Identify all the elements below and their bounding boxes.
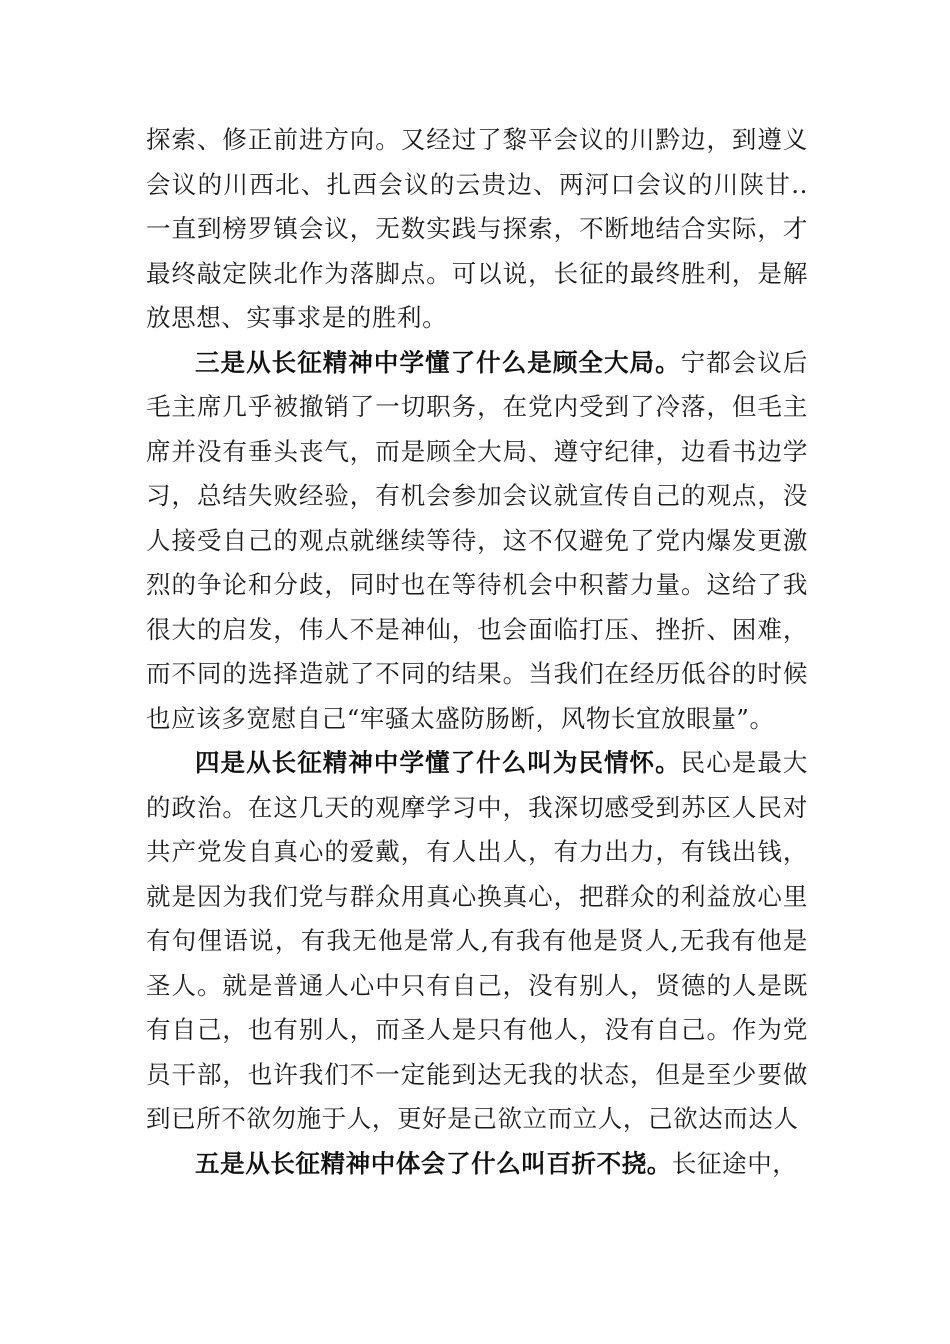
paragraph-text: 长征途中， [671,1148,798,1178]
paragraph-point-four [146,741,808,1142]
paragraph-continuation [146,118,808,341]
paragraph-text: 宁都会议后毛主席几乎被撤销了一切职务，在党内受到了冷落，但毛主席并没有垂头丧气，而是顾全大局、遵守纪律，边看书边学习，总结失败经验，有机会参加会议就宣传自己的观点，没人接受自己的观点就继续等待，这不仅避免了党内爆发更激烈的争论和分歧，同时也在等待机会中积蓄力量。这给了我很大的启发，伟人不是神仙，也会面临打压、挫折、困难，而不同的选择造就了不同的结果。当我们在经历低谷的时候也应该多宽慰自己“牢骚太盛防肠断，风物长宜放眼量”。 [146,347,808,733]
paragraph-heading: 三是从长征精神中学懂了什么是顾全大局。 [195,347,681,377]
document-body [146,118,808,1186]
paragraph-text: 民心是最大的政治。在这几天的观摩学习中，我深切感受到苏区人民对共产党发自真心的爱戴，有人出人，有力出力，有钱出钱，就是因为我们党与群众用真心换真心，把群众的利益放心里有句俚语说，有我无他是常人,有我有他是贤人,无我有他是圣人。就是普通人心中只有自己，没有别人，贤德的人是既有自己，也有别人，而圣人是只有他人，没有自己。作为党员干部，也许我们不一定能到达无我的状态，但是至少要做到已所不欲勿施于人，更好是己欲立而立人，己欲达而达人 [146,748,808,1133]
paragraph-point-five [146,1142,808,1187]
paragraph-heading: 四是从长征精神中学懂了什么叫为民情怀。 [195,748,681,777]
paragraph-heading: 五是从长征精神中体会了什么叫百折不挠。 [195,1148,672,1178]
paragraph-point-three [146,341,808,742]
paragraph-text: 探索、修正前进方向。又经过了黎平会议的川黔边，到遵义会议的川西北、扎西会议的云贵边、两河口会议的川陕甘..一直到榜罗镇会议，无数实践与探索，不断地结合实际，才最终敲定陕北作为落脚点。可以说，长征的最终胜利，是解放思想、实事求是的胜利。 [146,125,808,332]
